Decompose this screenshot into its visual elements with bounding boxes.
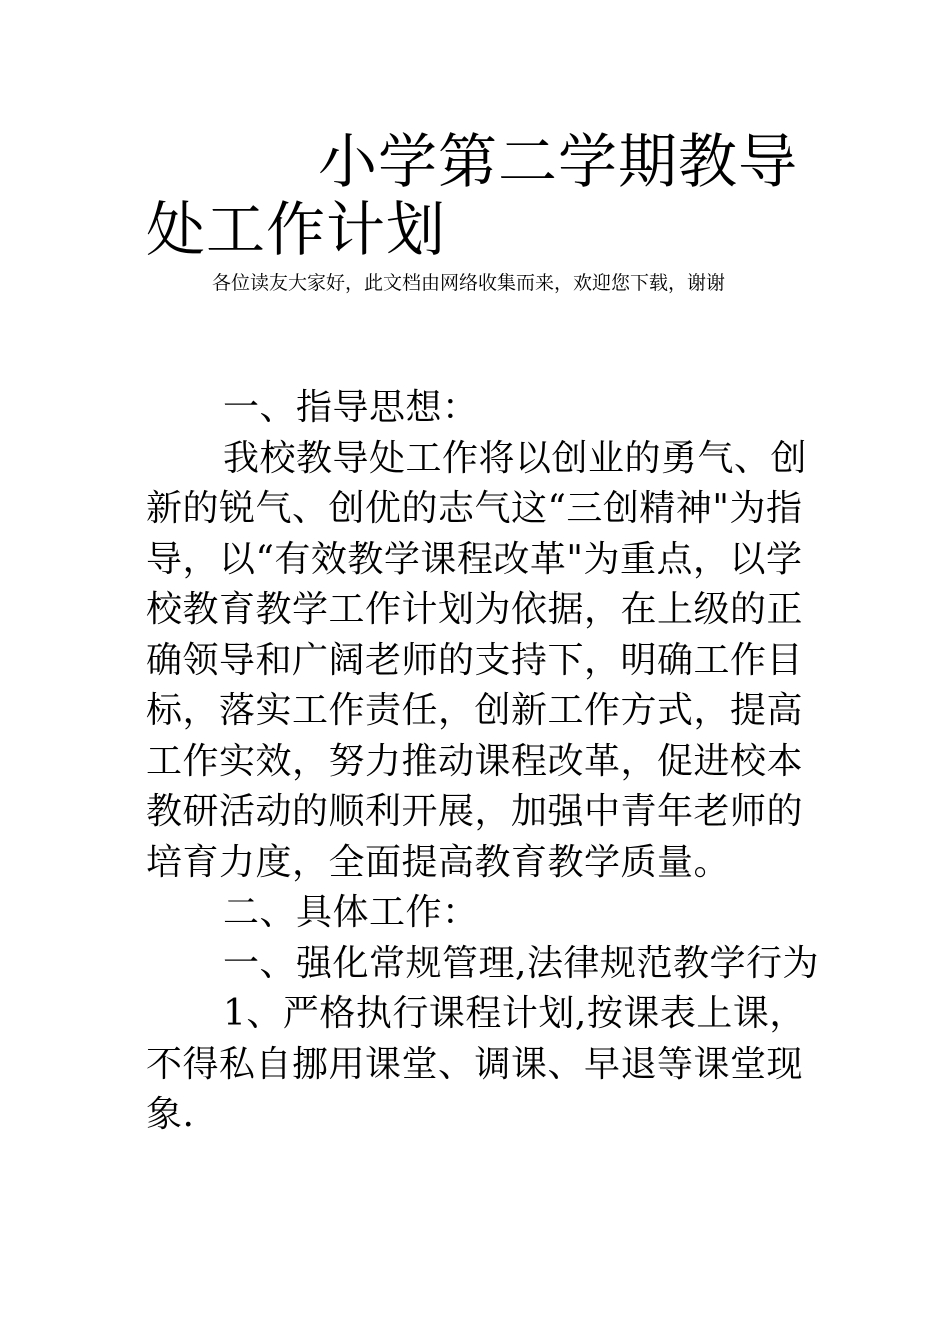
intro-note: 各位读友大家好，此文档由网络收集而来，欢迎您下载，谢谢 (212, 272, 726, 294)
list-item: 1、严格执行课程计划,按课表上课，不得私自挪用课堂、调课、早退等课堂现象. (146, 993, 806, 1135)
section-heading-specific-work: 二、具体工作： (223, 892, 479, 933)
section-heading-guiding-thought: 一、指导思想： (223, 387, 479, 428)
body-paragraph: 我校教导处工作将以创业的勇气、创新的锐气、创优的志气这“三创精神"为指导，以“有效教学课程改革"为重点，以学校教育教学工作计划为依据，在上级的正确领导和广阔老师的支持下，明确工作目标，落实工作责任，创新工作方式，提高工作实效，努力推动课程改革，促进校本教研活动的顺利开展，加强中青年老师的培育力度，全面提高教育教学质量。 (146, 437, 808, 883)
document-title: 小学第二学期教导处工作计划 (146, 127, 799, 264)
subsection-heading: 一、强化常规管理,法律规范教学行为 (223, 942, 819, 984)
document-body (146, 383, 822, 1141)
